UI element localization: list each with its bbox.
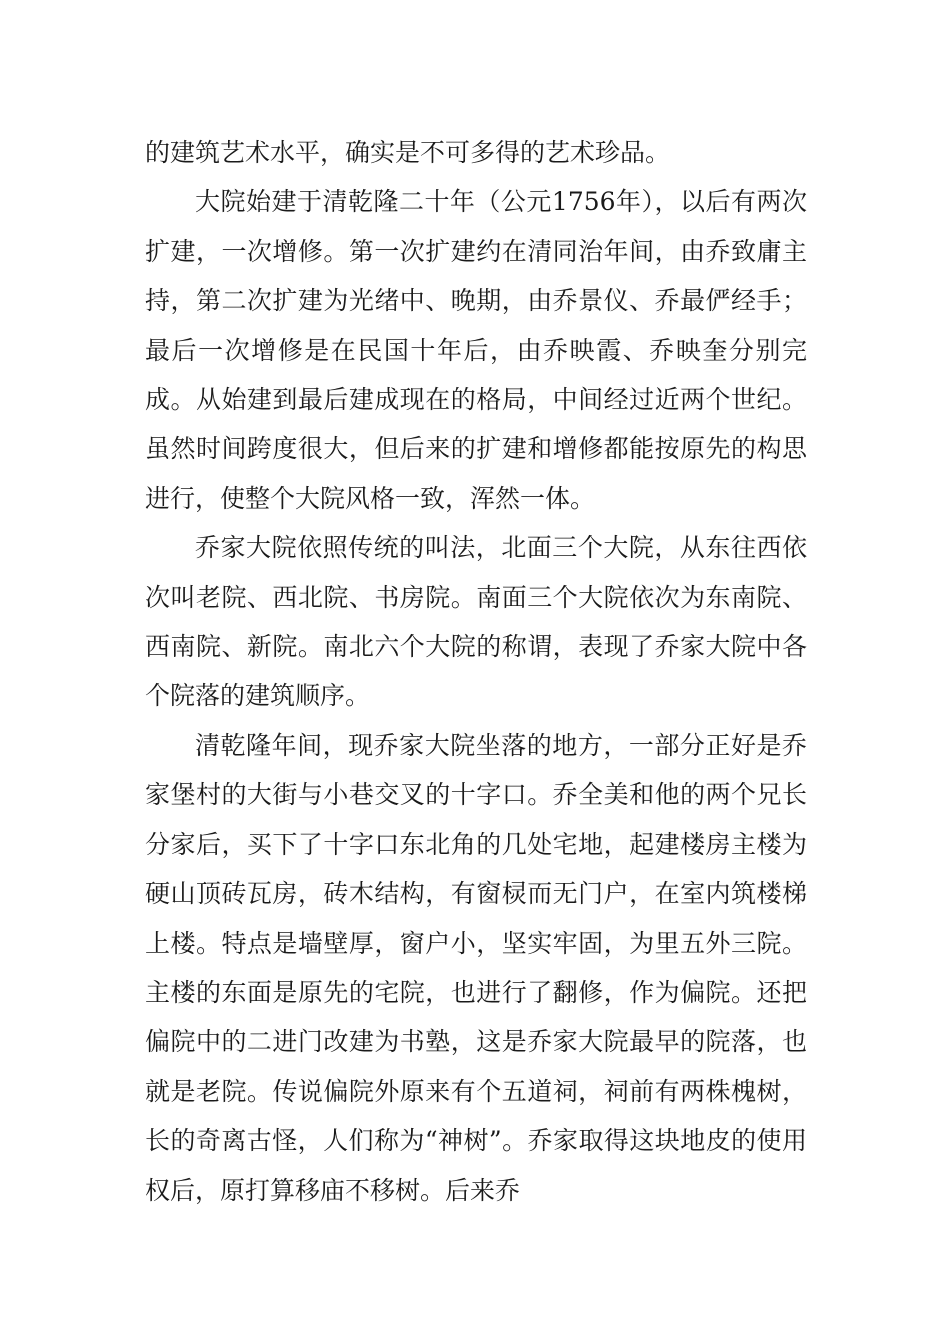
paragraph-1: 的建筑艺术水平，确实是不可多得的艺术珍品。 <box>145 138 671 167</box>
paragraph-2: 大院始建于清乾隆二十年（公元1756年），以后有两次扩建，一次增修。第一次扩建约在清同治年间，由乔致庸主持，第二次扩建为光绪中、晚期，由乔景仪、乔最俨经手；最后一次增修是在民国十年后，由乔映霞、乔映奎分别完成。从始建到最后建成现在的格局，中间经过近两个世纪。虽然时间跨度很大，但后来的扩建和增修都能按原先的构思进行，使整个大院风格一致，浑然一体。 <box>145 187 807 513</box>
body-text <box>145 128 807 1215</box>
paragraph-3: 乔家大院依照传统的叫法，北面三个大院，从东往西依次叫老院、西北院、书房院。南面三个大院依次为东南院、西南院、新院。南北六个大院的称谓，表现了乔家大院中各个院落的建筑顺序。 <box>145 533 807 711</box>
paragraph-4: 清乾隆年间，现乔家大院坐落的地方，一部分正好是乔家堡村的大街与小巷交叉的十字口。乔全美和他的两个兄长分家后，买下了十字口东北角的几处宅地，起建楼房主楼为硬山顶砖瓦房，砖木结构，有窗棂而无门户，在室内筑楼梯上楼。特点是墙壁厚，窗户小，坚实牢固，为里五外三院。主楼的东面是原先的宅院，也进行了翻修，作为偏院。还把偏院中的二进门改建为书塾，这是乔家大院最早的院落，也就是老院。传说偏院外原来有个五道祠，祠前有两株槐树，长的奇离古怪，人们称为“神树”。乔家取得这块地皮的使用权后，原打算移庙不移树。后来乔 <box>145 730 807 1205</box>
